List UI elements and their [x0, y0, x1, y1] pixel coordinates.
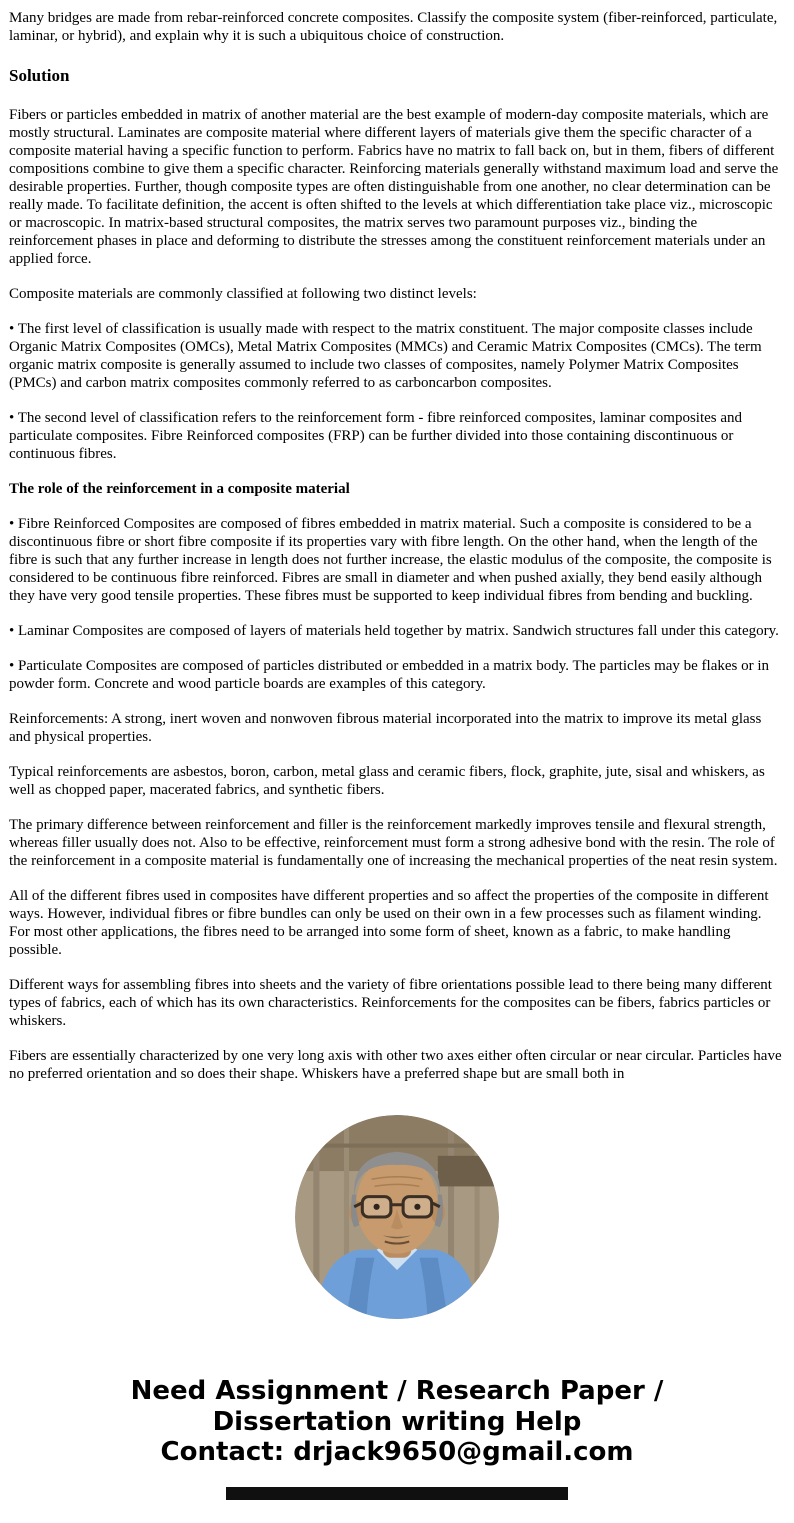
bullet-paragraph: • Laminar Composites are composed of layers of materials held together by matrix. Sandwich structures fall under this category. — [9, 623, 779, 640]
bullet-paragraph: • Fibre Reinforced Composites are composed of fibres embedded in matrix material. Such a composite is considered to be a discontinuous fibre or short fibre composite if its properties vary with fibre length. On the other hand, when the length of the fibre is such that any further increase in length does not further increase, the elastic modulus of the composite, the composite is considered to be continuous fibre reinforced. Fibres are small in diameter and when pushed axially, they bend easily although they have very good tensile properties. These fibres must be supported to keep individual fibres from bending and buckling. — [9, 516, 772, 605]
question-text: Many bridges are made from rebar-reinforced concrete composites. Classify the composite system (fiber-reinforced, particulate, laminar, or hybrid), and explain why it is such a ubiquitous choice of construction. — [9, 10, 778, 44]
footer-help-text: Need Assignment / Research Paper / Dissertation writing Help — [130, 1376, 664, 1437]
bottom-bar — [226, 1487, 567, 1500]
paragraph: Fibers are essentially characterized by one very long axis with other two axes either often circular or near circular. Particles have no preferred orientation and so does their shape. Whiskers have a preferred shape but are small both in — [9, 1048, 782, 1083]
paragraph: The primary difference between reinforcement and filler is the reinforcement markedly improves tensile and flexural strength, whereas filler usually does not. Also to be effective, reinforcement must form a strong adhesive bond with the resin. The role of the reinforcement in a composite material is fundamentally one of increasing the mechanical properties of the neat resin system. — [9, 817, 778, 870]
bullet-paragraph: • The second level of classification refers to the reinforcement form - fibre reinforced composites, laminar composites and particulate composites. Fibre Reinforced composites (FRP) can be further divided into those containing discontinuous or continuous fibres. — [9, 410, 743, 463]
solution-heading: Solution — [9, 66, 70, 85]
person-photo — [295, 1115, 499, 1319]
footer-contact-email: Contact: drjack9650@gmail.com — [160, 1436, 634, 1467]
paragraph: All of the different fibres used in composites have different properties and so affect the properties of the composite in different ways. However, individual fibres or fibre bundles can only be used on their own in a few processes such as filament winding. For most other applications, the fibres need to be arranged into some form of sheet, known as a fabric, to make handling possible. — [9, 888, 769, 959]
bullet-paragraph: • Particulate Composites are composed of particles distributed or embedded in a matrix body. The particles may be flakes or in powder form. Concrete and wood particle boards are examples of this category. — [9, 658, 770, 693]
paragraph: Typical reinforcements are asbestos, boron, carbon, metal glass and ceramic fibers, flock, graphite, jute, sisal and whiskers, as well as chopped paper, macerated fabrics, and synthetic fibers. — [9, 764, 765, 799]
avatar-container — [9, 1115, 785, 1324]
paragraph: Reinforcements: A strong, inert woven and nonwoven fibrous material incorporated into the matrix to improve its metal glass and physical properties. — [9, 711, 762, 746]
paragraph: Different ways for assembling fibres into sheets and the variety of fibre orientations possible lead to there being many different types of fabrics, each of which has its own characteristics. Reinforcements for the composites can be fibers, fabrics particles or whiskers. — [9, 977, 772, 1030]
footer-banner — [9, 1376, 785, 1466]
paragraph: Composite materials are commonly classified at following two distinct levels: — [9, 286, 477, 303]
paragraph: Fibers or particles embedded in matrix of another material are the best example of modern-day composite materials, which are mostly structural. Laminates are composite material where different layers of materials give them the specific character of a composite material having a specific function to perform. Fabrics have no matrix to fall back on, but in them, fibers of different compositions combine to give them a specific character. Reinforcing materials generally withstand maximum load and serve the desirable properties. Further, though composite types are often distinguishable from one another, no clear determination can be really made. To facilitate definition, the accent is often shifted to the levels at which differentiation take place viz., microscopic or macroscopic. In matrix-based structural composites, the matrix serves two paramount purposes viz., binding the reinforcement phases in place and deforming to distribute the stresses among the constituent reinforcement materials under an applied force. — [9, 107, 779, 268]
person-photo-illustration — [295, 1115, 499, 1319]
bullet-paragraph: • The first level of classification is usually made with respect to the matrix constituent. The major composite classes include Organic Matrix Composites (OMCs), Metal Matrix Composites (MMCs) and Ceramic Matrix Composites (CMCs). The term organic matrix composite is generally assumed to include two classes of composites, namely Polymer Matrix Composites (PMCs) and carbon matrix composites commonly referred to as carboncarbon composites. — [9, 321, 762, 392]
section-heading: The role of the reinforcement in a composite material — [9, 481, 350, 498]
